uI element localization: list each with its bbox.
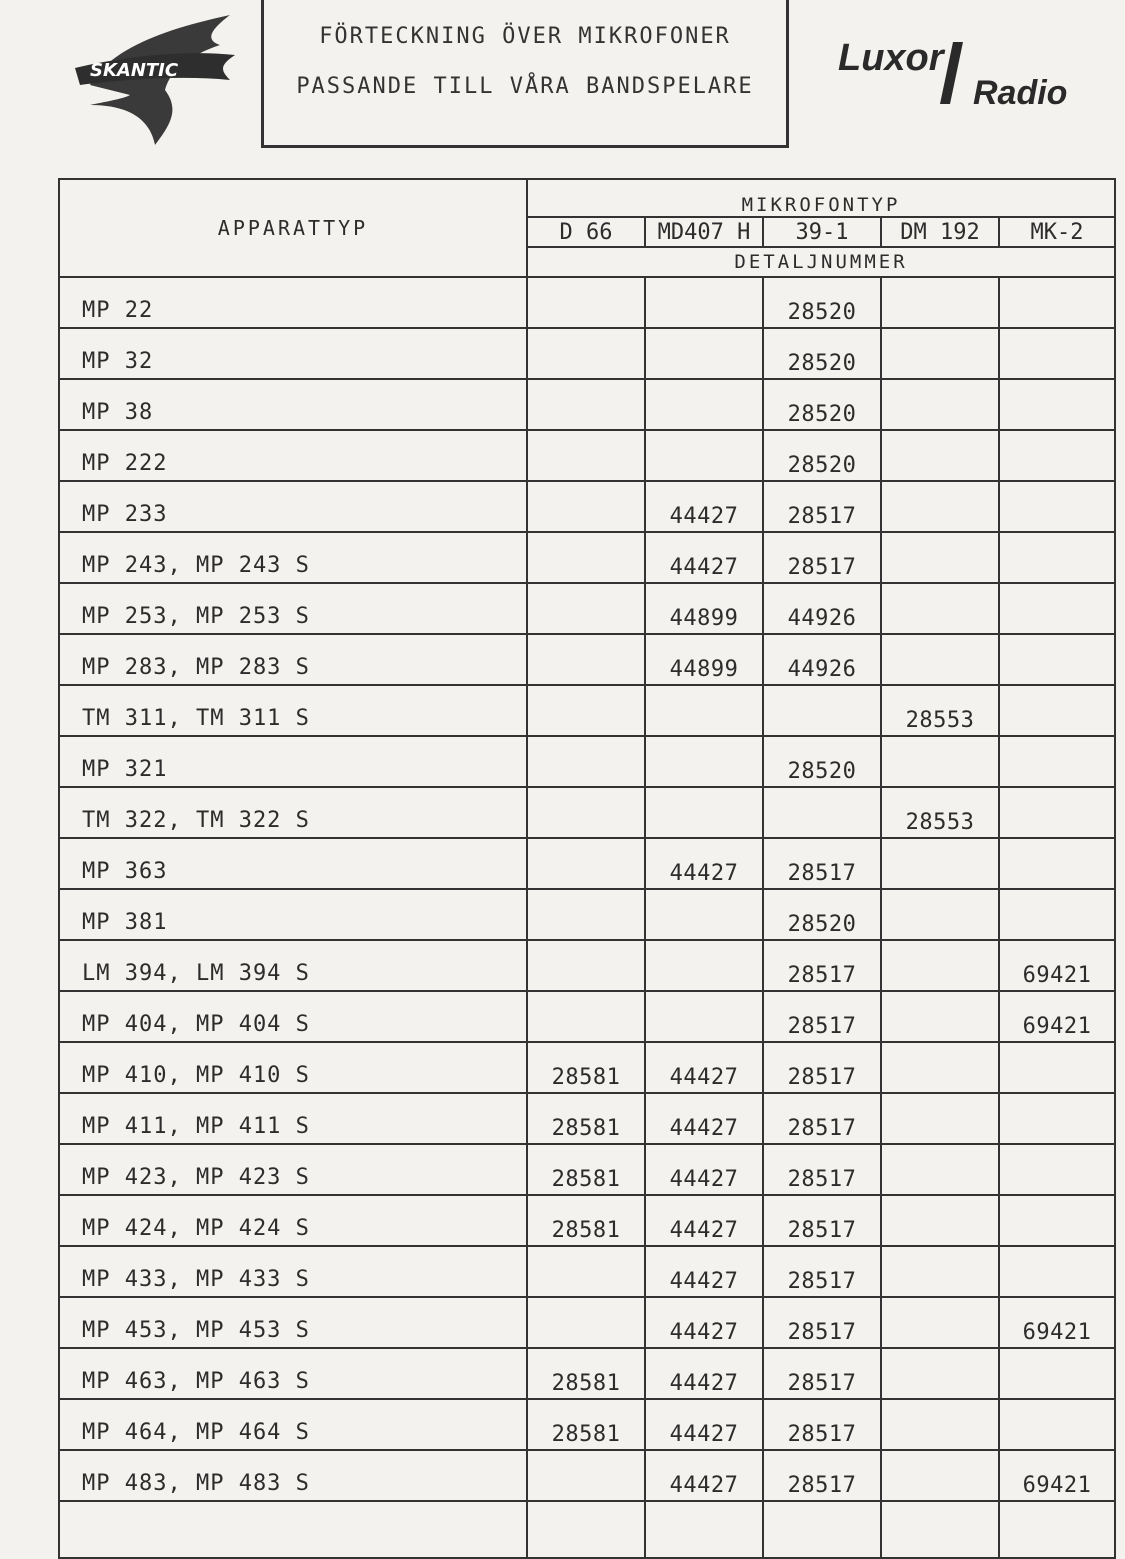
- cell-apparattyp: TM 311, TM 311 S: [59, 685, 527, 736]
- cell-mk2: [999, 736, 1115, 787]
- cell-mk2: [999, 889, 1115, 940]
- radio-logo-text: Radio: [973, 74, 1068, 110]
- cell-apparattyp: MP 32: [59, 328, 527, 379]
- cell-d66: [527, 685, 645, 736]
- cell-mk2: [999, 634, 1115, 685]
- cell-39-1: 28517: [763, 838, 881, 889]
- cell-md407h: 44427: [645, 1348, 763, 1399]
- cell-mk2: [999, 1195, 1115, 1246]
- title-box: [261, 0, 789, 148]
- cell-mk2: [999, 430, 1115, 481]
- cell-apparattyp: MP 404, MP 404 S: [59, 991, 527, 1042]
- cell-md407h: [645, 736, 763, 787]
- cell-d66: 28581: [527, 1042, 645, 1093]
- column-header-d66: D 66: [527, 217, 645, 247]
- cell-39-1: 28520: [763, 379, 881, 430]
- mikrofontyp-header: MIKROFONTYP: [527, 179, 1115, 217]
- cell-apparattyp: MP 243, MP 243 S: [59, 532, 527, 583]
- apparattyp-header: APPARATTYP: [59, 179, 527, 277]
- empty-cell: [527, 1501, 645, 1558]
- table-row: [59, 1297, 1115, 1348]
- cell-39-1: 28517: [763, 532, 881, 583]
- cell-dm192: [881, 532, 999, 583]
- cell-md407h: 44899: [645, 634, 763, 685]
- cell-md407h: 44427: [645, 532, 763, 583]
- empty-cell: [881, 1501, 999, 1558]
- table-row: [59, 838, 1115, 889]
- cell-md407h: 44899: [645, 583, 763, 634]
- table-body: [59, 277, 1115, 1558]
- cell-39-1: 28520: [763, 736, 881, 787]
- skantic-bird-logo: [70, 10, 240, 150]
- cell-dm192: [881, 991, 999, 1042]
- cell-d66: 28581: [527, 1399, 645, 1450]
- table-row: [59, 1144, 1115, 1195]
- cell-md407h: [645, 991, 763, 1042]
- cell-39-1: 28517: [763, 1450, 881, 1501]
- cell-md407h: 44427: [645, 1450, 763, 1501]
- cell-dm192: [881, 1399, 999, 1450]
- cell-apparattyp: LM 394, LM 394 S: [59, 940, 527, 991]
- table-row: [59, 889, 1115, 940]
- column-header-md407h: MD407 H: [645, 217, 763, 247]
- table-row: [59, 1195, 1115, 1246]
- column-header-39-1: 39-1: [763, 217, 881, 247]
- empty-table-row: [59, 1501, 1115, 1558]
- cell-dm192: 28553: [881, 685, 999, 736]
- cell-dm192: [881, 1093, 999, 1144]
- cell-md407h: 44427: [645, 481, 763, 532]
- table-row: [59, 532, 1115, 583]
- cell-mk2: 69421: [999, 940, 1115, 991]
- cell-dm192: [881, 1042, 999, 1093]
- cell-apparattyp: MP 321: [59, 736, 527, 787]
- cell-39-1: 28517: [763, 1093, 881, 1144]
- cell-39-1: [763, 685, 881, 736]
- cell-md407h: [645, 277, 763, 328]
- cell-39-1: 28517: [763, 940, 881, 991]
- table-row: [59, 634, 1115, 685]
- cell-d66: 28581: [527, 1144, 645, 1195]
- cell-mk2: 69421: [999, 1450, 1115, 1501]
- cell-d66: [527, 838, 645, 889]
- cell-d66: [527, 1297, 645, 1348]
- cell-d66: [527, 583, 645, 634]
- luxor-radio-logo: [838, 38, 1108, 110]
- cell-39-1: [763, 787, 881, 838]
- cell-d66: [527, 430, 645, 481]
- cell-mk2: [999, 685, 1115, 736]
- cell-39-1: 28520: [763, 328, 881, 379]
- cell-39-1: 28517: [763, 991, 881, 1042]
- cell-md407h: [645, 787, 763, 838]
- table-row: [59, 787, 1115, 838]
- cell-mk2: [999, 1042, 1115, 1093]
- cell-apparattyp: MP 424, MP 424 S: [59, 1195, 527, 1246]
- cell-dm192: [881, 1297, 999, 1348]
- cell-apparattyp: MP 453, MP 453 S: [59, 1297, 527, 1348]
- table-row: [59, 430, 1115, 481]
- table-row: [59, 736, 1115, 787]
- table-row: [59, 328, 1115, 379]
- cell-mk2: [999, 838, 1115, 889]
- cell-md407h: [645, 889, 763, 940]
- cell-apparattyp: MP 464, MP 464 S: [59, 1399, 527, 1450]
- cell-d66: [527, 328, 645, 379]
- cell-d66: [527, 940, 645, 991]
- cell-d66: [527, 1246, 645, 1297]
- cell-dm192: [881, 379, 999, 430]
- cell-d66: [527, 481, 645, 532]
- cell-mk2: [999, 1093, 1115, 1144]
- empty-cell: [645, 1501, 763, 1558]
- table-row: [59, 1450, 1115, 1501]
- title-line-1: FÖRTECKNING ÖVER MIKROFONER: [319, 24, 731, 49]
- cell-apparattyp: MP 423, MP 423 S: [59, 1144, 527, 1195]
- cell-apparattyp: MP 38: [59, 379, 527, 430]
- cell-apparattyp: MP 233: [59, 481, 527, 532]
- title-line-2: PASSANDE TILL VÅRA BANDSPELARE: [296, 74, 754, 99]
- table-row: [59, 1093, 1115, 1144]
- table-row: [59, 583, 1115, 634]
- table-row: [59, 685, 1115, 736]
- cell-apparattyp: MP 363: [59, 838, 527, 889]
- empty-cell: [763, 1501, 881, 1558]
- cell-dm192: [881, 634, 999, 685]
- table-row: [59, 991, 1115, 1042]
- column-header-mk2: MK-2: [999, 217, 1115, 247]
- cell-d66: [527, 1450, 645, 1501]
- cell-dm192: [881, 1450, 999, 1501]
- cell-apparattyp: MP 463, MP 463 S: [59, 1348, 527, 1399]
- cell-dm192: [881, 940, 999, 991]
- cell-39-1: 28520: [763, 277, 881, 328]
- table-row: [59, 1246, 1115, 1297]
- cell-d66: [527, 991, 645, 1042]
- cell-dm192: [881, 1195, 999, 1246]
- cell-mk2: [999, 1246, 1115, 1297]
- cell-39-1: 28517: [763, 481, 881, 532]
- cell-md407h: [645, 379, 763, 430]
- cell-dm192: [881, 889, 999, 940]
- cell-mk2: 69421: [999, 1297, 1115, 1348]
- cell-apparattyp: MP 483, MP 483 S: [59, 1450, 527, 1501]
- cell-d66: [527, 634, 645, 685]
- cell-apparattyp: MP 22: [59, 277, 527, 328]
- cell-d66: [527, 736, 645, 787]
- microphone-table: [58, 178, 1116, 1559]
- cell-mk2: [999, 583, 1115, 634]
- cell-md407h: 44427: [645, 1195, 763, 1246]
- cell-dm192: [881, 1246, 999, 1297]
- cell-dm192: [881, 430, 999, 481]
- cell-md407h: 44427: [645, 838, 763, 889]
- cell-39-1: 28520: [763, 889, 881, 940]
- skantic-logo-text: SKANTIC: [90, 60, 179, 81]
- cell-39-1: 28517: [763, 1348, 881, 1399]
- cell-d66: [527, 787, 645, 838]
- cell-dm192: 28553: [881, 787, 999, 838]
- cell-apparattyp: TM 322, TM 322 S: [59, 787, 527, 838]
- cell-39-1: 28517: [763, 1399, 881, 1450]
- cell-md407h: [645, 685, 763, 736]
- table-row: [59, 481, 1115, 532]
- cell-d66: [527, 532, 645, 583]
- cell-apparattyp: MP 433, MP 433 S: [59, 1246, 527, 1297]
- empty-cell: [999, 1501, 1115, 1558]
- cell-md407h: 44427: [645, 1297, 763, 1348]
- luxor-logo-text: Luxor: [838, 38, 944, 79]
- cell-mk2: [999, 481, 1115, 532]
- cell-39-1: 28517: [763, 1246, 881, 1297]
- cell-apparattyp: MP 411, MP 411 S: [59, 1093, 527, 1144]
- cell-md407h: 44427: [645, 1144, 763, 1195]
- cell-39-1: 28517: [763, 1144, 881, 1195]
- page-header: [0, 0, 1125, 160]
- cell-39-1: 44926: [763, 634, 881, 685]
- cell-md407h: 44427: [645, 1246, 763, 1297]
- detaljnummer-header: DETALJNUMMER: [527, 247, 1115, 277]
- cell-dm192: [881, 583, 999, 634]
- empty-cell: [59, 1501, 527, 1558]
- cell-mk2: [999, 1348, 1115, 1399]
- cell-mk2: [999, 277, 1115, 328]
- cell-apparattyp: MP 410, MP 410 S: [59, 1042, 527, 1093]
- cell-mk2: [999, 1399, 1115, 1450]
- table-row: [59, 1348, 1115, 1399]
- cell-d66: 28581: [527, 1195, 645, 1246]
- microphone-table-container: [58, 178, 1114, 1498]
- cell-mk2: [999, 787, 1115, 838]
- cell-39-1: 28517: [763, 1297, 881, 1348]
- cell-mk2: [999, 1144, 1115, 1195]
- cell-39-1: 28517: [763, 1042, 881, 1093]
- cell-d66: 28581: [527, 1348, 645, 1399]
- cell-dm192: [881, 481, 999, 532]
- column-header-dm192: DM 192: [881, 217, 999, 247]
- cell-md407h: [645, 328, 763, 379]
- cell-mk2: [999, 532, 1115, 583]
- cell-apparattyp: MP 381: [59, 889, 527, 940]
- cell-d66: [527, 889, 645, 940]
- cell-mk2: [999, 328, 1115, 379]
- cell-dm192: [881, 1348, 999, 1399]
- cell-md407h: 44427: [645, 1399, 763, 1450]
- cell-apparattyp: MP 283, MP 283 S: [59, 634, 527, 685]
- table-row: [59, 379, 1115, 430]
- cell-mk2: [999, 379, 1115, 430]
- cell-d66: [527, 379, 645, 430]
- cell-d66: [527, 277, 645, 328]
- cell-dm192: [881, 328, 999, 379]
- table-row: [59, 940, 1115, 991]
- cell-md407h: 44427: [645, 1042, 763, 1093]
- table-row: [59, 1399, 1115, 1450]
- table-row: [59, 1042, 1115, 1093]
- cell-dm192: [881, 736, 999, 787]
- cell-apparattyp: MP 253, MP 253 S: [59, 583, 527, 634]
- cell-apparattyp: MP 222: [59, 430, 527, 481]
- cell-md407h: [645, 940, 763, 991]
- cell-39-1: 44926: [763, 583, 881, 634]
- cell-md407h: 44427: [645, 1093, 763, 1144]
- cell-dm192: [881, 838, 999, 889]
- table-row: [59, 277, 1115, 328]
- cell-md407h: [645, 430, 763, 481]
- cell-mk2: 69421: [999, 991, 1115, 1042]
- cell-dm192: [881, 277, 999, 328]
- cell-dm192: [881, 1144, 999, 1195]
- cell-39-1: 28517: [763, 1195, 881, 1246]
- cell-39-1: 28520: [763, 430, 881, 481]
- cell-d66: 28581: [527, 1093, 645, 1144]
